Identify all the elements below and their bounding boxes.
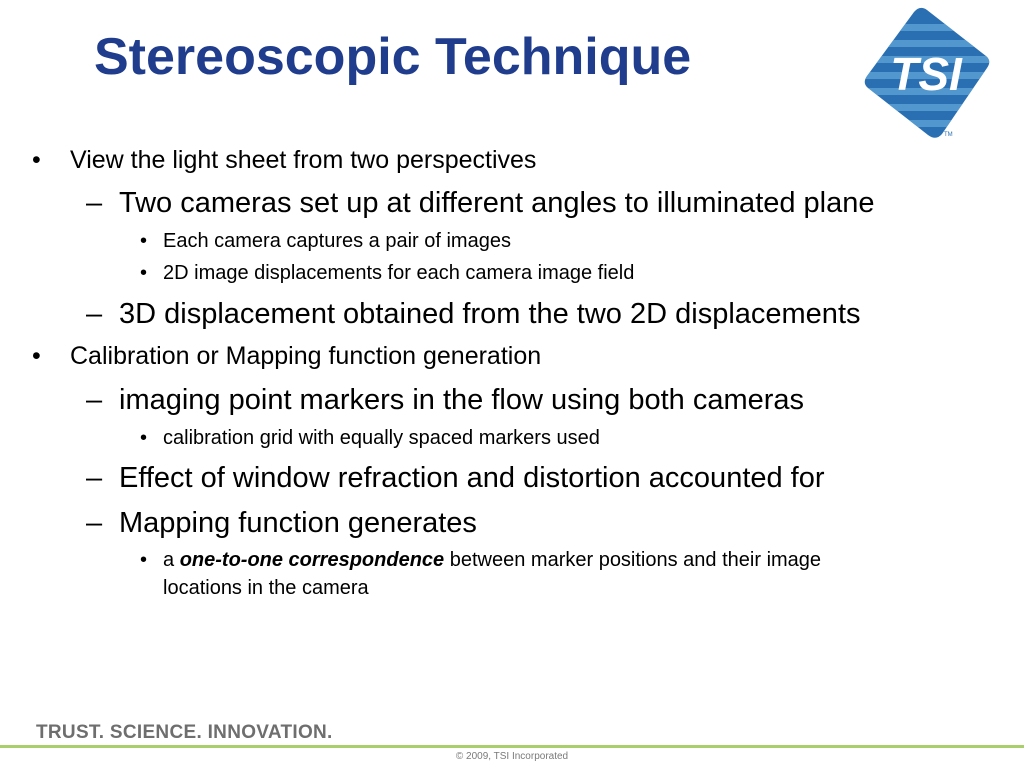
slide-title: Stereoscopic Technique — [94, 28, 692, 86]
detail-bullet-marker: • — [140, 427, 148, 449]
detail-bullet-marker: • — [140, 549, 148, 571]
detail-bullet-marker: • — [140, 230, 148, 252]
detail-bullet-marker: • — [140, 262, 148, 284]
detail-bullet-text — [163, 546, 821, 574]
sub-bullet-marker: – — [86, 298, 103, 330]
tsi-logo — [858, 4, 996, 142]
footer-copyright: © 2009, TSI Incorporated — [455, 751, 569, 762]
logo-text: TSI — [890, 48, 962, 100]
detail-bullet-continuation: between marker positions and their image — [449, 549, 822, 571]
sub-bullet-marker: – — [86, 462, 103, 494]
sub-bullet-text: imaging point markers in the flow using both cameras — [119, 384, 805, 416]
bullet-text: View the light sheet from two perspectives — [70, 146, 537, 174]
logo-trademark: TM — [944, 132, 953, 138]
detail-bullet-text: calibration grid with equally spaced markers used — [163, 427, 600, 449]
detail-bullet-prefix: a — [163, 549, 175, 571]
bullet-marker: • — [32, 342, 41, 370]
sub-bullet-marker: – — [86, 384, 103, 416]
detail-bullet-correspondence-line2: locations in the camera — [163, 577, 369, 599]
footer-tagline: TRUST. SCIENCE. INNOVATION. — [36, 722, 333, 743]
bullet-marker: • — [32, 146, 41, 174]
sub-bullet-marker: – — [86, 507, 103, 539]
sub-bullet-text: Effect of window refraction and distortion accounted for — [119, 462, 825, 494]
sub-bullet-text: Two cameras set up at different angles to illuminated plane — [119, 187, 875, 219]
sub-bullet-marker: – — [86, 187, 103, 219]
sub-bullet-text: 3D displacement obtained from the two 2D displacements — [119, 298, 861, 330]
detail-bullet-text: Each camera captures a pair of images — [163, 230, 511, 252]
emphasis-one-to-one: one-to-one correspondence — [179, 549, 445, 571]
bullet-text: Calibration or Mapping function generation — [70, 342, 542, 370]
footer-divider — [0, 745, 1024, 748]
sub-bullet-text: Mapping function generates — [119, 507, 477, 539]
detail-bullet-text: 2D image displacements for each camera image field — [163, 262, 635, 284]
